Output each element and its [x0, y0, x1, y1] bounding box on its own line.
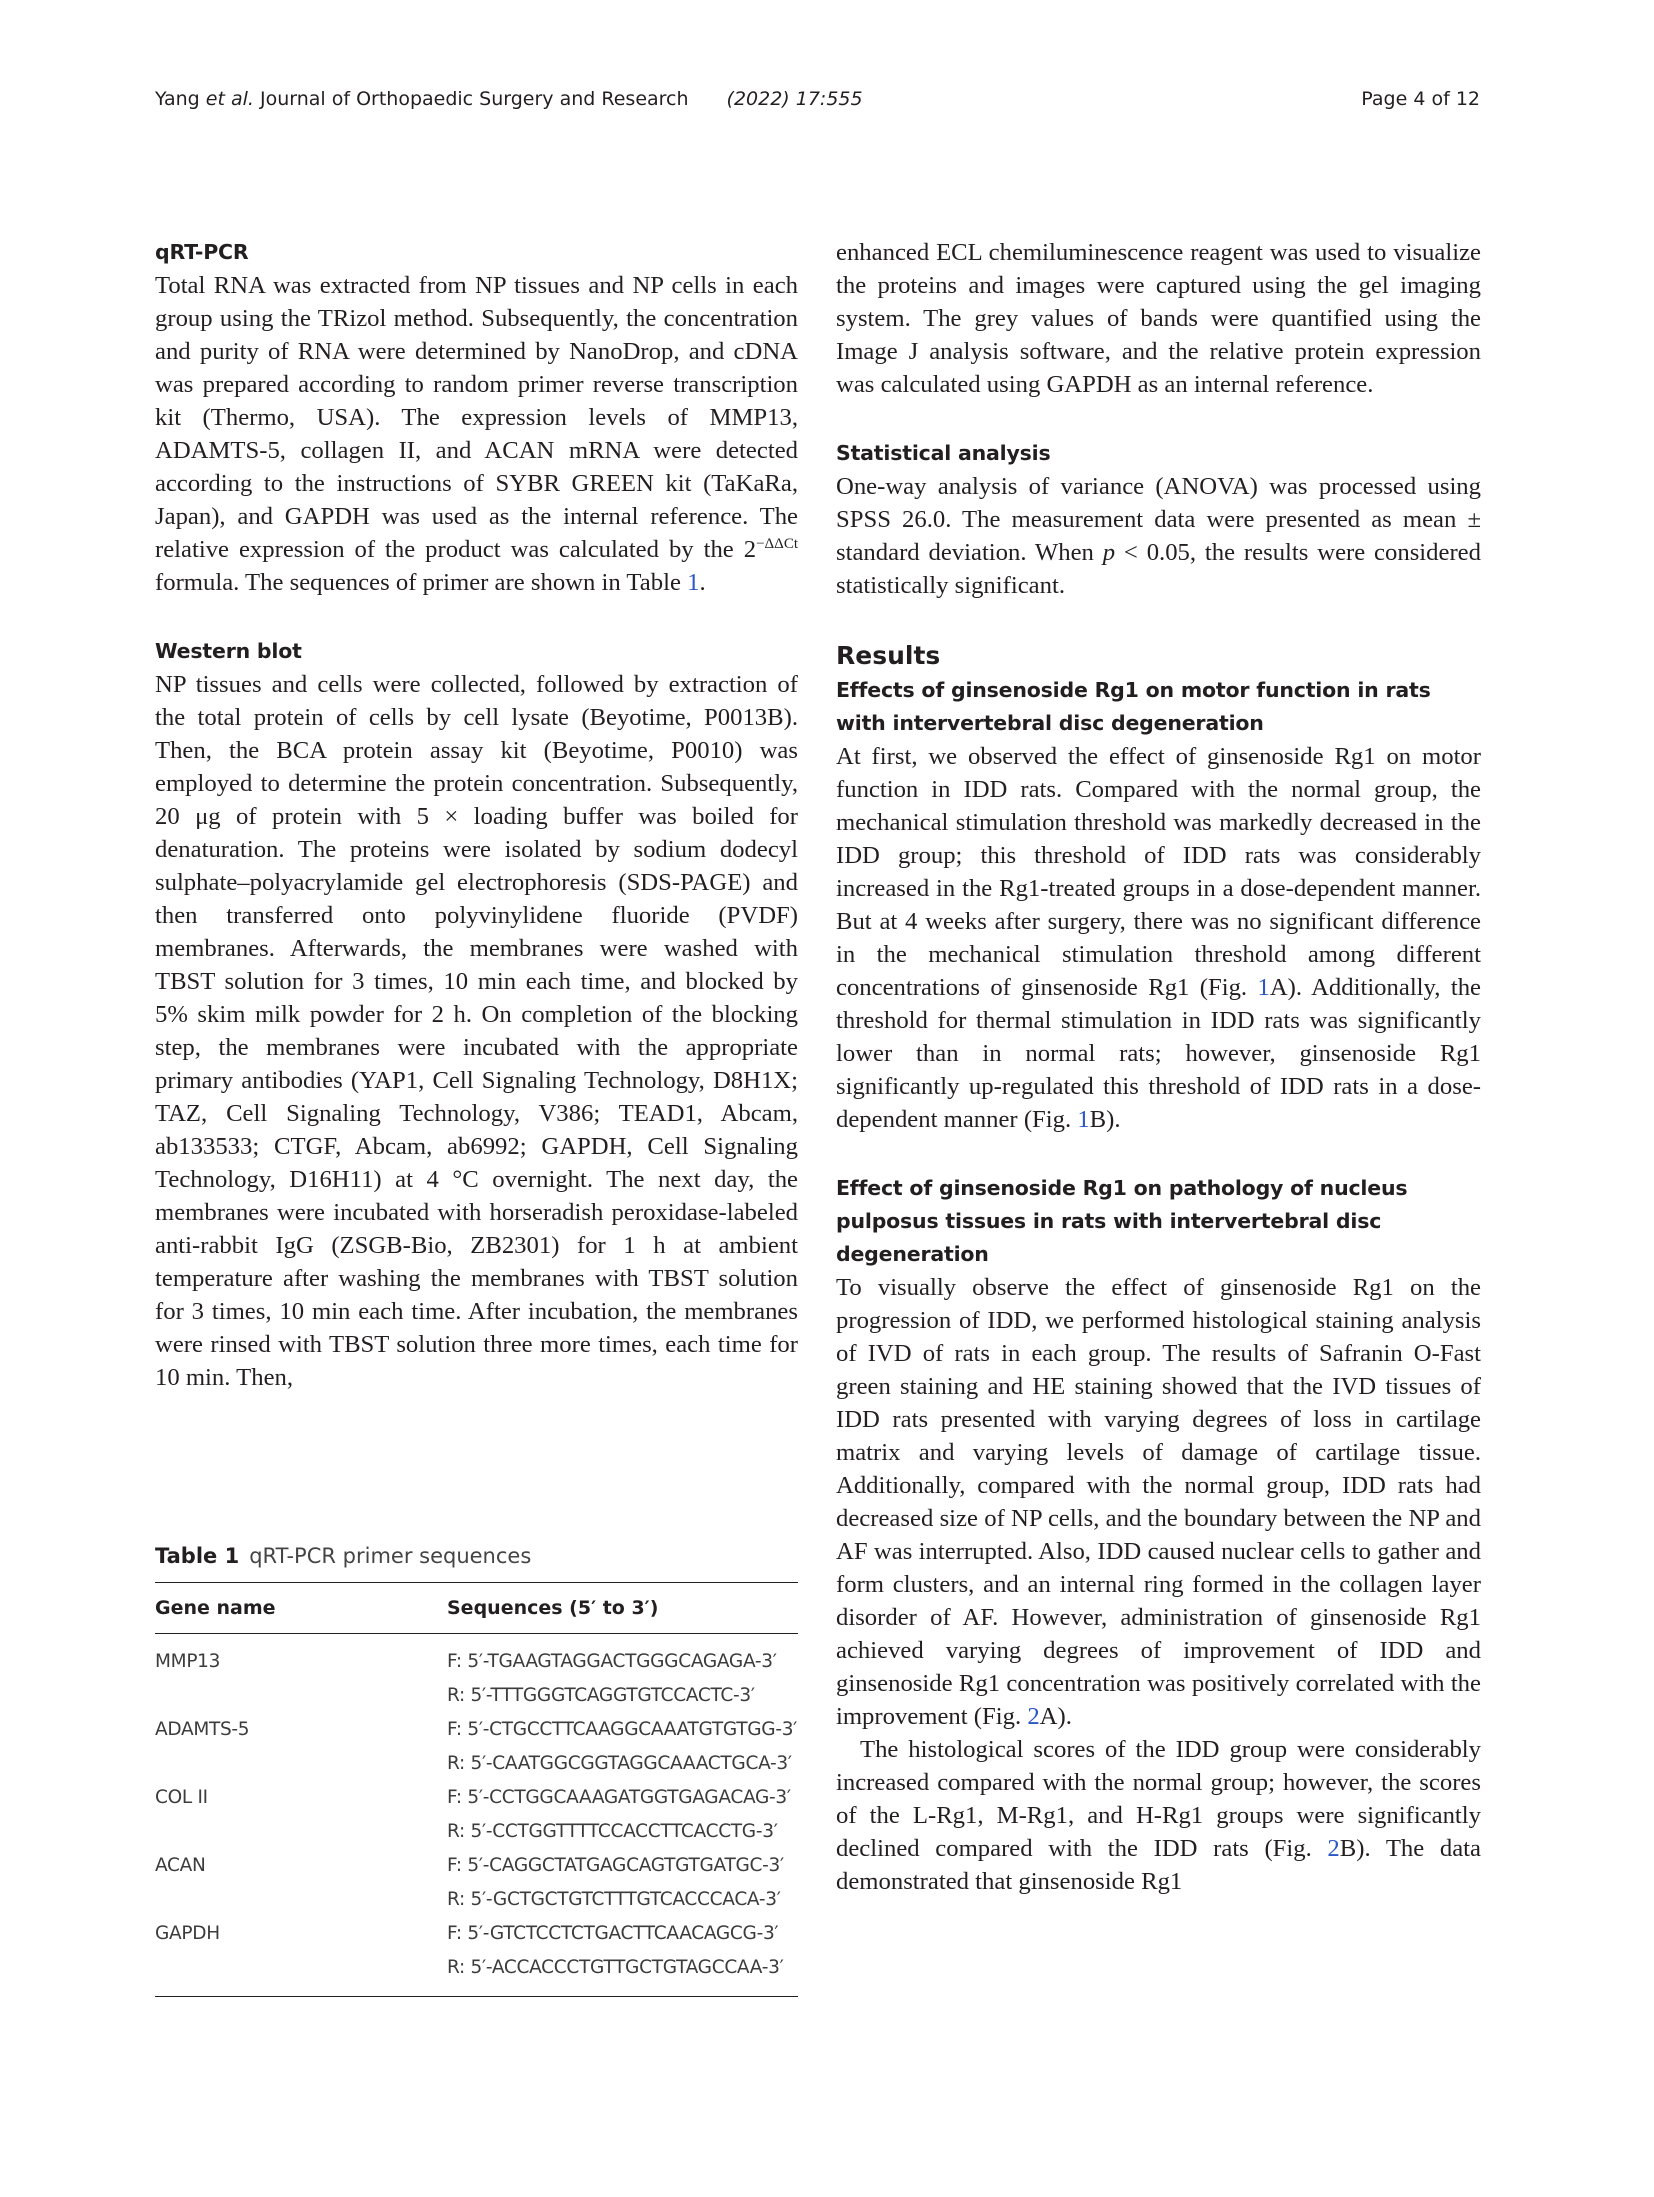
journal-etal: et al.: [205, 88, 254, 110]
running-header: [155, 88, 1480, 118]
empty-cell: [155, 1678, 447, 1712]
table-caption: [155, 1544, 798, 1568]
reverse-primer-cell: R: 5′-ACCACCCTGTTGCTGTAGCCAA-3′: [447, 1956, 784, 1978]
gene-name-cell: COL II: [155, 1786, 208, 1808]
forward-primer-cell: F: 5′-CCTGGCAAAGATGGTGAGACAG-3′: [447, 1786, 791, 1808]
table-row: [155, 1814, 798, 1848]
table-row: [155, 1678, 798, 1712]
gene-name-cell: ADAMTS-5: [155, 1718, 250, 1740]
journal-author: Yang: [155, 88, 206, 110]
left-column: [155, 236, 798, 1394]
column-header-sequence: Sequences (5′ to 3′): [447, 1583, 798, 1634]
paragraph-western-blot-continued: enhanced ECL chemiluminescence reagent was used to visualize the proteins and images were captured using the gel imaging system. The grey values of bands were quantified using the Image J analysis software, and the relative protein expression was calculated using GAPDH as an internal reference.: [836, 239, 1481, 398]
table-row: [155, 1848, 798, 1882]
delta-ct-superscript: −ΔΔCt: [756, 535, 798, 552]
figure-2-link[interactable]: 2: [1027, 1703, 1040, 1730]
table-row: [155, 1746, 798, 1780]
page-number: Page 4 of 12: [1361, 88, 1480, 110]
gene-name-cell: MMP13: [155, 1650, 221, 1672]
table-row: [155, 1950, 798, 1984]
table-1: [155, 1544, 798, 1997]
table-row: [155, 1916, 798, 1950]
table-row: [155, 1634, 798, 1679]
subsection-heading-pathology: Effect of ginsenoside Rg1 on pathology of nucleus pulposus tissues in rats with intervertebral disc degeneration: [836, 1176, 1408, 1266]
paragraph-pathology-2: The histological scores of the IDD group were considerably increased compared with the normal group; however, the scores of the L-Rg1, M-Rg1, and H-Rg1 groups were significantly declined compared with the IDD rats (Fig. 2B). The data demonstrated that ginsenoside Rg1: [836, 1736, 1481, 1895]
paragraph-motor-function: At first, we observed the effect of ginsenoside Rg1 on motor function in IDD rats. Compared with the normal group, the mechanical stimulation threshold was markedly decreased in the IDD group; this threshold of IDD rats was considerably increased in the Rg1-treated groups in a dose-dependent manner. But at 4 weeks after surgery, there was no significant difference in the mechanical stimulation threshold among different concentrations of ginsenoside Rg1 (Fig. 1A). Additionally, the threshold for thermal stimulation in IDD rats was significantly lower than in normal rats; however, ginsenoside Rg1 significantly up-regulated this threshold of IDD rats in a dose-dependent manner (Fig. 1B).: [836, 743, 1481, 1133]
forward-primer-cell: F: 5′-GTCTCCTCTGACTTCAACAGCG-3′: [447, 1922, 779, 1944]
paragraph-qrt-pcr: Total RNA was extracted from NP tissues and NP cells in each group using the TRizol method. Subsequently, the concentration and purity of RNA were determined by NanoDrop, and cDNA was prepared according to random primer reverse transcription kit (Thermo, USA). The expression levels of MMP13, ADAMTS-5, collagen II, and ACAN mRNA were detected according to the instructions of SYBR GREEN kit (TaKaRa, Japan), and GAPDH was used as the internal reference. The relative expression of the product was calculated by the $2^{-\Delta\Delta Ct}$ formula. The sequences of primer are shown in Table 1.: [155, 272, 798, 596]
section-heading-qrt-pcr: qRT-PCR: [155, 240, 249, 264]
primer-table-body: [155, 1634, 798, 1985]
figure-1-link[interactable]: 1: [1077, 1106, 1090, 1133]
table-1-link[interactable]: 1: [687, 569, 700, 596]
column-header-gene: Gene name: [155, 1583, 447, 1634]
section-heading-statistical-analysis: Statistical analysis: [836, 441, 1051, 465]
table-row: [155, 1712, 798, 1746]
journal-citation: [155, 88, 863, 110]
paragraph-western-blot: NP tissues and cells were collected, followed by extraction of the total protein of cells by cell lysate (Beyotime, P0013B). Then, the BCA protein assay kit (Beyotime, P0010) was employed to determine the protein concentration. Subsequently, 20 μg of protein with 5 × loading buffer was boiled for denaturation. The proteins were isolated by sodium dodecyl sulphate–polyacrylamide gel electrophoresis (SDS-PAGE) and then transferred onto polyvinylidene fluoride (PVDF) membranes. Afterwards, the membranes were washed with TBST solution for 3 times, 10 min each time, and blocked by 5% skim milk powder for 2 h. On completion of the blocking step, the membranes were incubated with the appropriate primary antibodies (YAP1, Cell Signaling Technology, D8H1X; TAZ, Cell Signaling Technology, V386; TEAD1, Abcam, ab133533; CTGF, Abcam, ab6992; GAPDH, Cell Signaling Technology, D16H11) at 4 °C overnight. The next day, the membranes were incubated with horseradish peroxidase-labeled anti-rabbit IgG (ZSGB-Bio, ZB2301) for 1 h at ambient temperature after washing the membranes with TBST solution for 3 times, 10 min each time. After incubation, the membranes were rinsed with TBST solution three more times, each time for 10 min. Then,: [155, 671, 798, 1391]
reverse-primer-cell: R: 5′-GCTGCTGTCTTTGTCACCCACA-3′: [447, 1888, 781, 1910]
primer-table: [155, 1582, 798, 1984]
reverse-primer-cell: R: 5′-CAATGGCGGTAGGCAAACTGCA-3′: [447, 1752, 792, 1774]
reverse-primer-cell: R: 5′-CCTGGTTTTCCACCTTCACCTG-3′: [447, 1820, 778, 1842]
figure-2-link[interactable]: 2: [1327, 1835, 1340, 1862]
subsection-heading-motor-function: Effects of ginsenoside Rg1 on motor function in rats with intervertebral disc degeneration: [836, 678, 1431, 735]
forward-primer-cell: F: 5′-TGAAGTAGGACTGGGCAGAGA-3′: [447, 1650, 777, 1672]
empty-cell: [155, 1882, 447, 1916]
section-heading-western-blot: Western blot: [155, 639, 302, 663]
table-bottom-rule: [155, 1984, 798, 1997]
table-title: qRT-PCR primer sequences: [249, 1544, 532, 1568]
journal-year: (2022) 17:555: [726, 88, 863, 110]
paragraph-statistical-analysis: One-way analysis of variance (ANOVA) was processed using SPSS 26.0. The measurement data were presented as mean ± standard deviation. When p < 0.05, the results were considered statistically significant.: [836, 473, 1481, 599]
empty-cell: [155, 1746, 447, 1780]
reverse-primer-cell: R: 5′-TTTGGGTCAGGTGTCCACTC-3′: [447, 1684, 755, 1706]
forward-primer-cell: F: 5′-CTGCCTTCAAGGCAAATGTGTGG-3′: [447, 1718, 798, 1740]
p-value-variable: p: [1102, 539, 1116, 566]
gene-name-cell: ACAN: [155, 1854, 206, 1876]
journal-name: Journal of Orthopaedic Surgery and Research: [253, 88, 689, 110]
empty-cell: [155, 1950, 447, 1984]
figure-1-link[interactable]: 1: [1257, 974, 1270, 1001]
table-row: [155, 1780, 798, 1814]
section-heading-results: Results: [836, 641, 941, 670]
table-row: [155, 1882, 798, 1916]
right-column: [836, 236, 1481, 1898]
empty-cell: [155, 1814, 447, 1848]
forward-primer-cell: F: 5′-CAGGCTATGAGCAGTGTGATGC-3′: [447, 1854, 784, 1876]
table-label: Table 1: [155, 1544, 240, 1568]
gene-name-cell: GAPDH: [155, 1922, 220, 1944]
paragraph-pathology-1: To visually observe the effect of ginsenoside Rg1 on the progression of IDD, we performed histological staining analysis of IVD of rats in each group. The results of Safranin O-Fast green staining and HE staining showed that the IVD tissues of IDD rats presented with varying degrees of loss in cartilage matrix and varying levels of damage of cartilage tissue. Additionally, compared with the normal group, IDD rats had decreased size of NP cells, and the boundary between the NP and AF was interrupted. Also, IDD caused nuclear cells to gather and form clusters, and an internal ring formed in the collagen layer disorder of AF. However, administration of ginsenoside Rg1 achieved varying degrees of improvement of IDD and ginsenoside Rg1 concentration was positively correlated with the improvement (Fig. 2A).: [836, 1274, 1481, 1730]
